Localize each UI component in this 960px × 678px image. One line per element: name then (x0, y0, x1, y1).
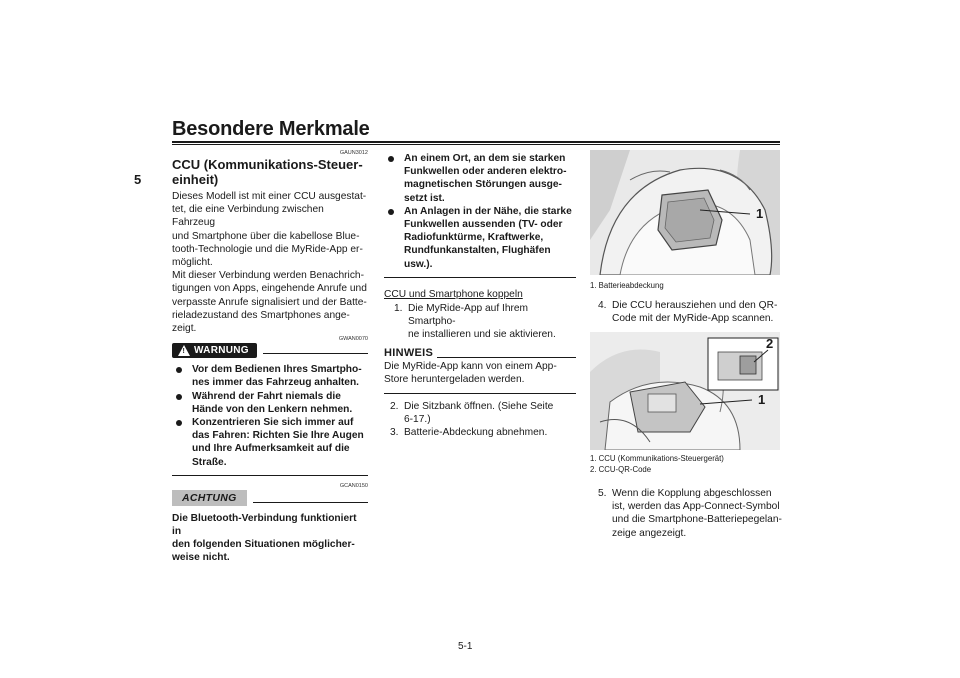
figure-1-callout-1: 1 (756, 206, 764, 221)
ref-code-achtung: GCAN0150 (339, 482, 368, 489)
achtung-end-rule (384, 277, 576, 279)
hinweis-label: HINWEIS (384, 347, 434, 360)
achtung-item: An Anlagen in der Nähe, die starke Funkwellen aussenden (TV- oder Radiofunktürme, Kraftwerke, Rundfunkanstalten, Flughäfen usw.). (384, 205, 576, 271)
achtung-text: Die Bluetooth-Verbindung funktioniert in den folgenden Situationen möglicher- weise nicht. (172, 512, 357, 564)
warning-item: Konzentrieren Sie sich immer auf das Fahren: Richten Sie Ihre Augen und Ihre Aufmerksamkeit auf die Straße. (172, 416, 368, 469)
warning-triangle-icon: ! (178, 345, 190, 356)
figure-ccu (590, 332, 780, 450)
section-title-line1: CCU (Kommunikations-Steuer- (172, 157, 363, 172)
achtung-rule (253, 502, 368, 503)
hinweis-end-rule (384, 393, 576, 394)
step-5: 5. Wenn die Kopplung abgeschlossen ist, werden das App-Connect-Symbol und die Smartphone-Batteriepegelan- zeige angezeigt. (598, 488, 782, 539)
figure-2-captions (590, 454, 724, 475)
warning-list (172, 363, 368, 469)
figure-2-callout-2: 2 (766, 336, 774, 351)
warning-badge: ! WARNUNG (172, 343, 257, 358)
chapter-number: 5 (134, 172, 142, 187)
figure-2-callout-1: 1 (758, 392, 766, 407)
section-title-ccu (172, 157, 368, 187)
warning-item: Vor dem Bedienen Ihres Smartpho- nes immer das Fahrzeug anhalten. (172, 363, 368, 389)
step-3: 3. Batterie-Abdeckung abnehmen. (390, 426, 548, 438)
subsection-title-pairing: CCU und Smartphone koppeln (384, 289, 523, 301)
middle-column (384, 152, 576, 439)
warning-end-rule (172, 475, 368, 476)
achtung-list (384, 152, 576, 271)
achtung-heading (172, 490, 368, 506)
battery-cover-illustration (590, 150, 780, 275)
step-1: 1. Die MyRide-App auf Ihrem Smartpho- ne installieren und sie aktivieren. (394, 302, 556, 340)
page-number: 5-1 (458, 641, 473, 652)
header-rule (172, 141, 780, 143)
step-2: 2. Die Sitzbank öffnen. (Siehe Seite 6-17.) (390, 400, 554, 425)
left-column (172, 150, 368, 565)
ref-code-ccu: GAUN3012 (339, 150, 368, 156)
step-4: 4. Die CCU herausziehen und den QR- Code mit der MyRide-App scannen. (598, 300, 778, 325)
figure-battery-cover (590, 150, 780, 275)
ref-code-warning: GWAN0070 (338, 336, 368, 343)
hinweis-text: Die MyRide-App kann von einem App- Store heruntergeladen werden. (384, 361, 557, 386)
intro-paragraph-1: Dieses Modell ist mit einer CCU ausgestat- tet, die eine Verbindung zwischen Fahrzeug und Smartphone über die kabellose Blue- tooth-Technologie und die MyRide-App er- möglicht. (172, 191, 367, 269)
achtung-item: An einem Ort, an dem sie starken Funkwellen oder anderen elektro- magnetischen Störungen ausge- setzt ist. (384, 152, 576, 205)
steps-2-3 (384, 400, 576, 440)
hinweis-heading (384, 347, 576, 359)
header-rule-thin (172, 144, 780, 145)
achtung-badge: ACHTUNG (172, 490, 247, 506)
hinweis-rule (437, 357, 576, 358)
warning-rule (263, 353, 368, 354)
page-header-title: Besondere Merkmale (172, 118, 370, 140)
figure-1-caption: 1. Batterieabdeckung (590, 281, 664, 290)
section-title-line2: einheit) (172, 172, 219, 187)
warning-item: Während der Fahrt niemals die Hände von den Lenkern nehmen. (172, 390, 368, 416)
figure-2-caption-2: 2. CCU-QR-Code (590, 464, 652, 474)
figure-2-caption-1: 1. CCU (Kommunikations-Steuergerät) (590, 454, 724, 463)
ccu-illustration (590, 332, 780, 450)
intro-paragraph-2: Mit dieser Verbindung werden Benachrich- tigungen von Apps, eingehende Anrufe und verpasste Anrufe signalisiert und der Batte- rieladezustand des Smartphones ange- zeigt. (172, 270, 367, 335)
warning-heading (172, 343, 368, 358)
